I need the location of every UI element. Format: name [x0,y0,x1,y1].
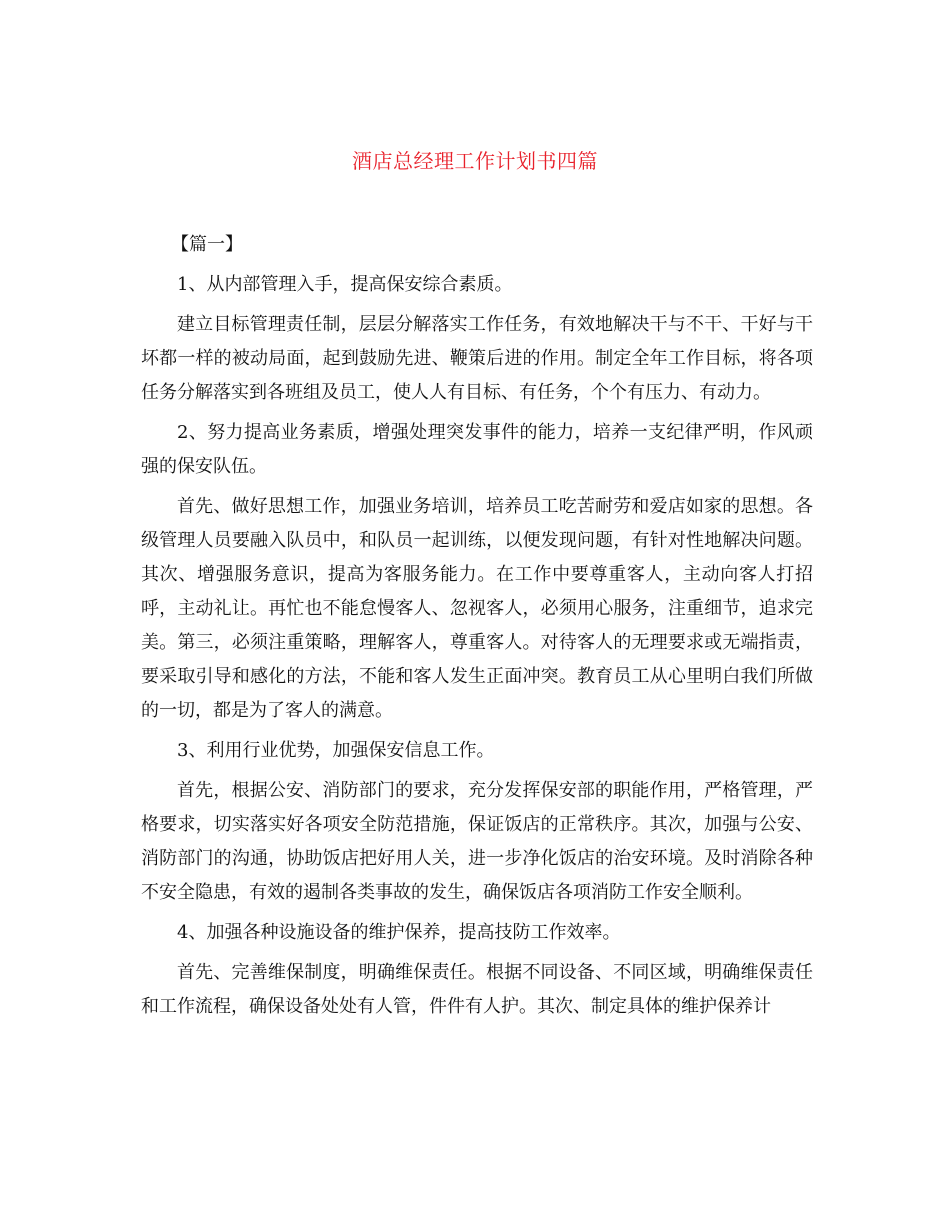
document-body [141,228,813,1030]
paragraph: 4、加强各种设施设备的维护保养，提高技防工作效率。 [177,922,621,943]
paragraph: 2、努力提高业务素质，增强处理突发事件的能力，培养一支纪律严明，作风顽强的保安队伍。 [141,422,813,477]
paragraph: 首先、做好思想工作，加强业务培训，培养员工吃苦耐劳和爱店如家的思想。各级管理人员要融入队员中，和队员一起训练，以便发现问题，有针对性地解决问题。其次、增强服务意识，提高为客服务能力。在工作中要尊重客人，主动向客人打招呼，主动礼让。再忙也不能怠慢客人、忽视客人，必须用心服务，注重细节，追求完美。第三，必须注重策略，理解客人，尊重客人。对待客人的无理要求或无端指责，要采取引导和感化的方法，不能和客人发生正面冲突。教育员工从心里明白我们所做的一切，都是为了客人的满意。 [141,496,813,721]
paragraph: 建立目标管理责任制，层层分解落实工作任务，有效地解决干与不干、干好与干坏都一样的被动局面，起到鼓励先进、鞭策后进的作用。制定全年工作目标，将各项任务分解落实到各班组及员工，使人人有目标、有任务，个个有压力、有动力。 [141,314,813,403]
paragraph: 首先、完善维保制度，明确维保责任。根据不同设备、不同区域，明确维保责任和工作流程，确保设备处处有人管，件件有人护。其次、制定具体的维护保养计 [141,962,813,1017]
paragraph: 3、利用行业优势，加强保安信息工作。 [177,740,495,761]
paragraph: 首先，根据公安、消防部门的要求，充分发挥保安部的职能作用，严格管理，严格要求，切实落实好各项安全防范措施，保证饭店的正常秩序。其次，加强与公安、消防部门的沟通，协助饭店把好用人关，进一步净化饭店的治安环境。及时消除各种不安全隐患，有效的遏制各类事故的发生，确保饭店各项消防工作安全顺利。 [141,780,813,903]
section-heading: 【篇一】 [171,234,243,255]
document-title: 酒店总经理工作计划书四篇 [352,149,598,173]
paragraph: 1、从内部管理入手，提高保安综合素质。 [177,274,513,295]
